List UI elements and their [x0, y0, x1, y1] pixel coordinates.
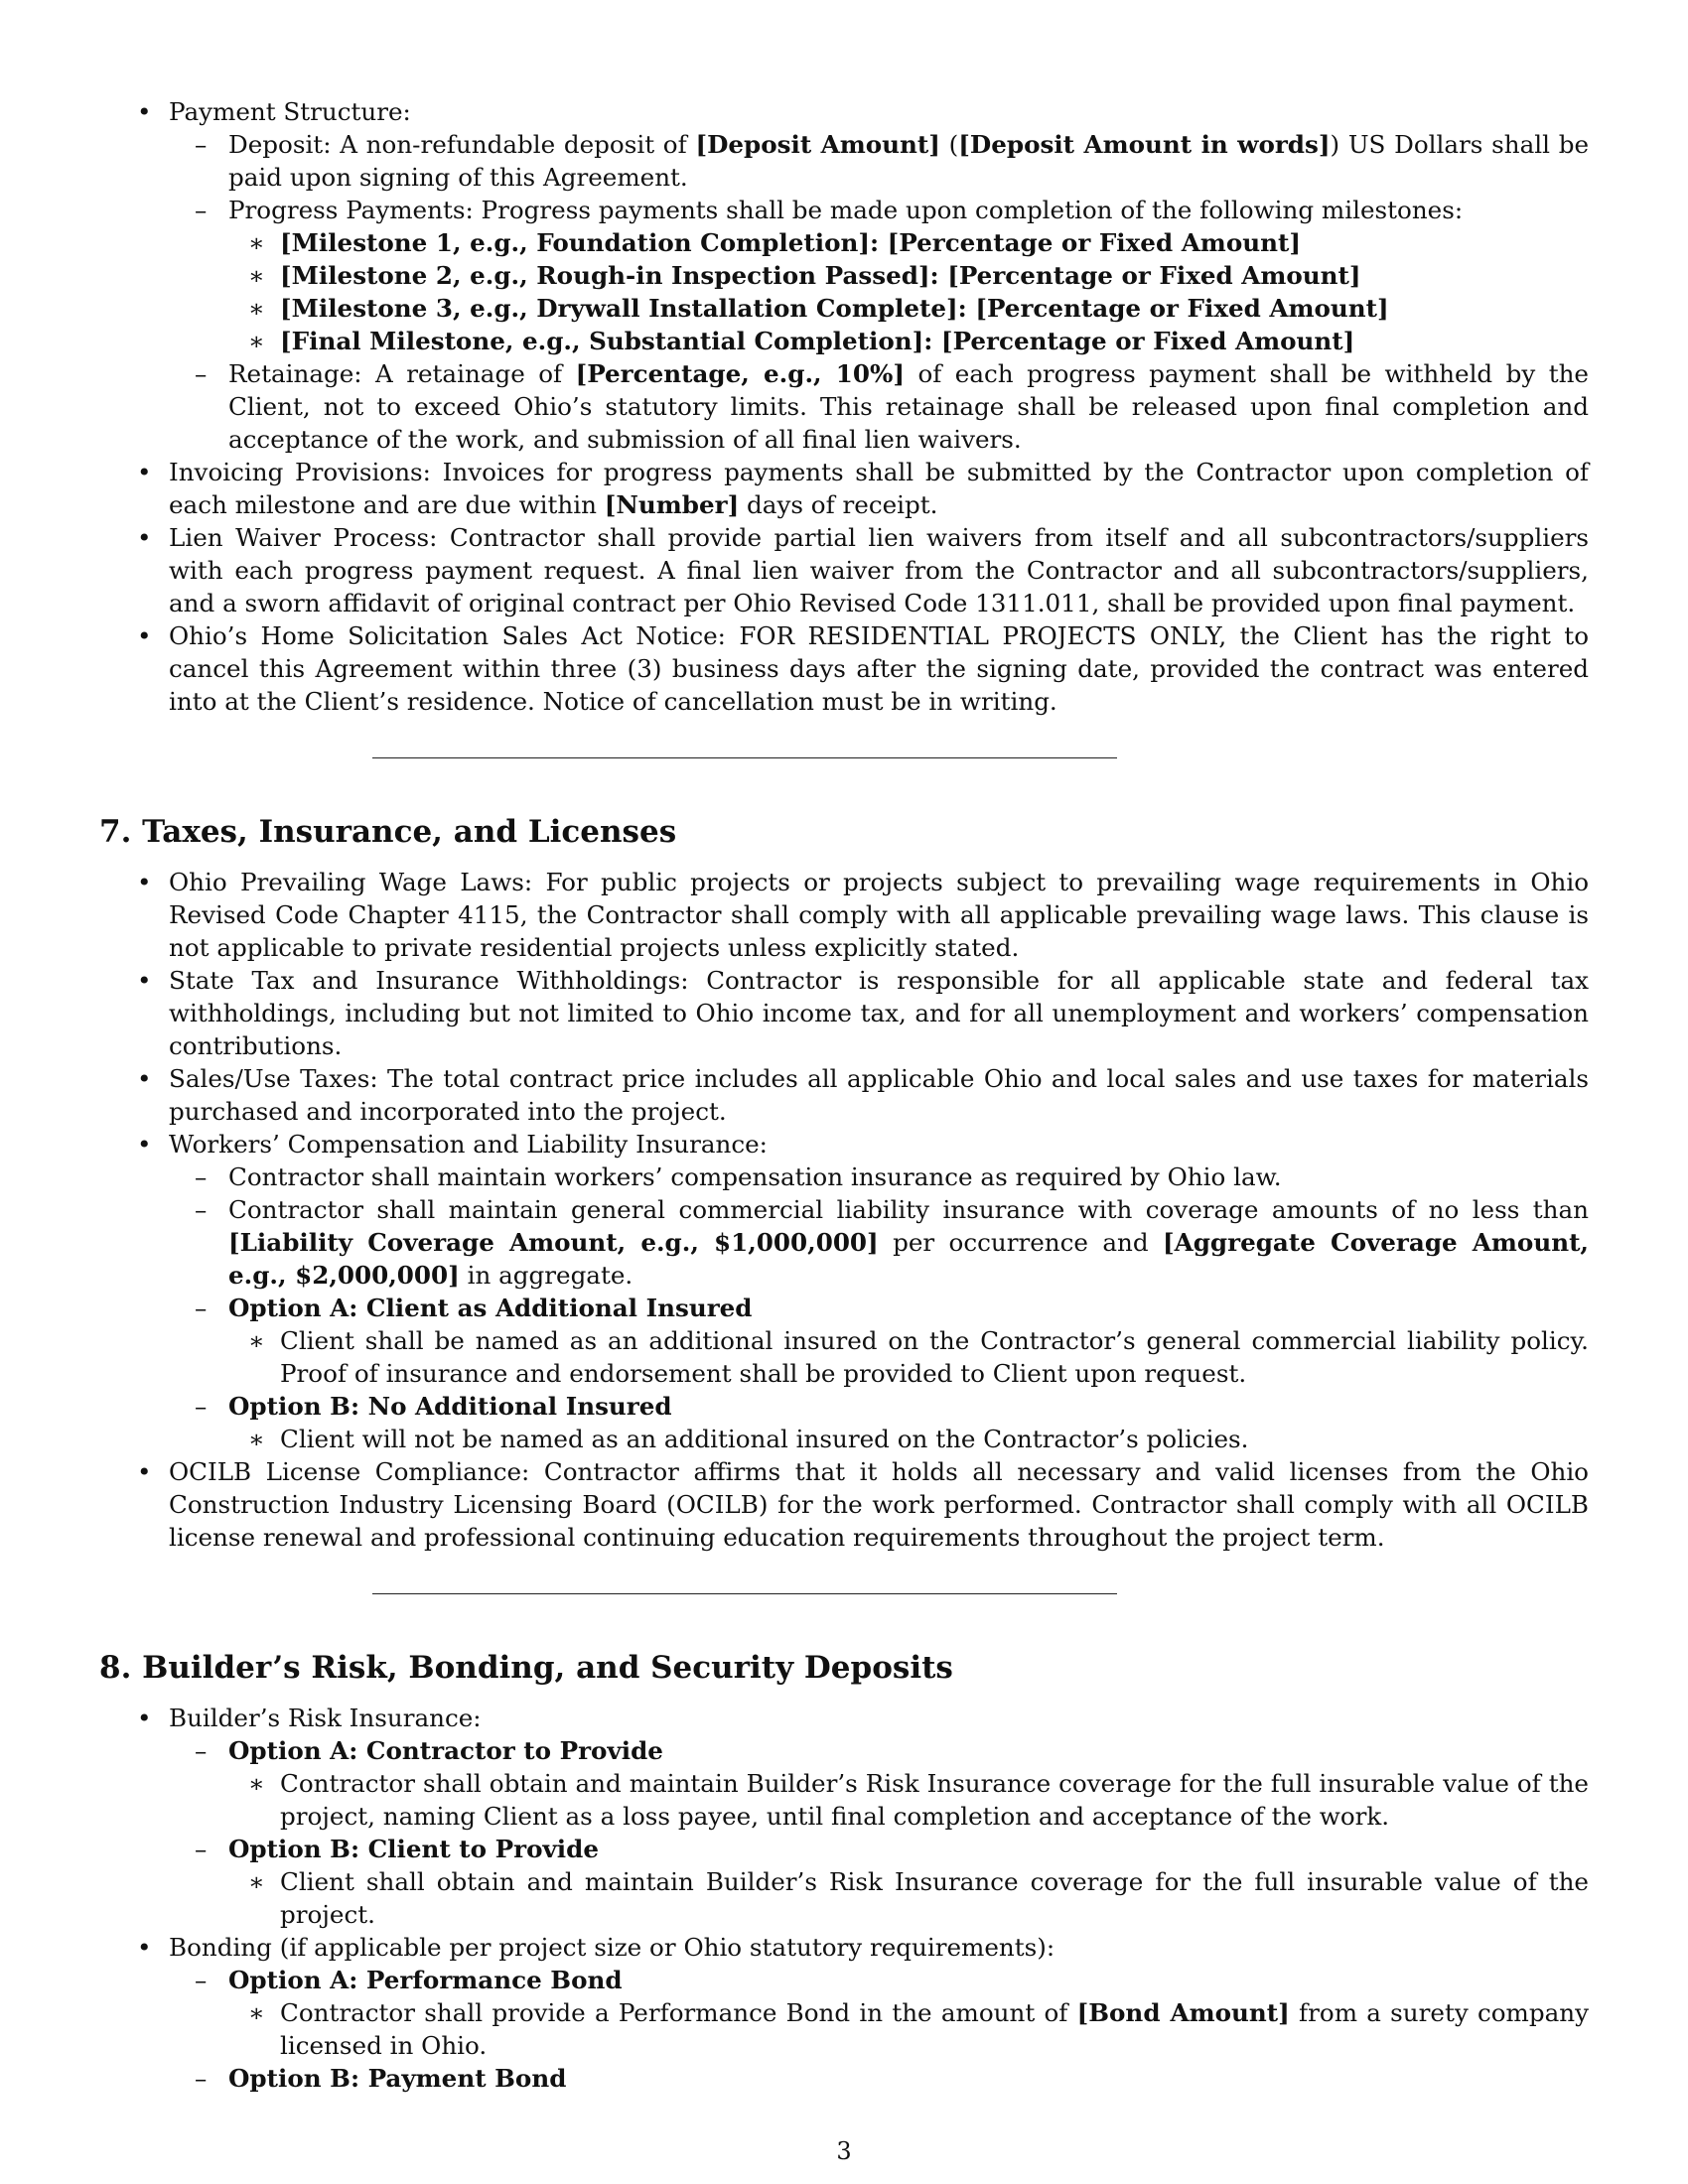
retainage-percentage-placeholder: [Percentage, e.g., 10%]	[575, 359, 905, 388]
list-item	[99, 1865, 1589, 1931]
retainage-text: Retainage: A retainage of [Percentage, e.g., 10%] of each progress payment shall be withheld by the Client, not to exceed Ohio’s statutory limits. This retainage shall be released upon final completion and acceptance of the work, and submission of all final lien waivers.	[228, 359, 1589, 454]
list-item	[99, 1996, 1589, 2062]
star-marker: ∗	[248, 1998, 265, 2027]
workers-comp-label: Workers’ Compensation and Liability Insurance:	[169, 1130, 768, 1159]
list-item	[99, 1455, 1589, 1554]
liability-text: Contractor shall maintain general commercial liability insurance with coverage amounts of no less than [Liability Coverage Amount, e.g., $1,000,000] per occurrence and [Aggregate Coverage Amount, e.g., $2,000,000] in aggregate.	[228, 1195, 1589, 1290]
dash-marker: –	[195, 1294, 208, 1322]
star-marker: ∗	[248, 327, 265, 355]
section-7-heading: 7. Taxes, Insurance, and Licenses	[99, 814, 677, 850]
list-item	[99, 1128, 1589, 1160]
option-a-heading: Option A: Client as Additional Insured	[228, 1294, 753, 1322]
dash-marker: –	[195, 1736, 208, 1765]
bonding-label: Bonding (if applicable per project size or Ohio statutory requirements):	[169, 1933, 1055, 1962]
page-number: 3	[836, 2137, 852, 2165]
list-item	[99, 866, 1589, 964]
star-marker: ∗	[248, 228, 265, 257]
list-item	[99, 357, 1589, 456]
dash-marker: –	[195, 1195, 208, 1224]
bond-amount-placeholder: [Bond Amount]	[1076, 1998, 1290, 2027]
document-page	[99, 95, 1589, 2095]
milestone-text: [Final Milestone, e.g., Substantial Completion]: [Percentage or Fixed Amount]	[280, 327, 1355, 355]
list-item	[99, 456, 1589, 521]
withholdings-text: State Tax and Insurance Withholdings: Contractor is responsible for all applicable state and federal tax withholdings, including but not limited to Ohio income tax, and for all unemployment and workers’ compensation contributions.	[169, 966, 1589, 1060]
bullet-marker: •	[137, 458, 152, 486]
list-item	[99, 521, 1589, 619]
section-divider	[372, 757, 1117, 758]
bullet-marker: •	[137, 1933, 152, 1962]
dash-marker: –	[195, 2064, 208, 2093]
deposit-words-placeholder: [Deposit Amount in words]	[958, 130, 1331, 159]
milestone-item	[99, 292, 1589, 325]
list-item	[99, 1767, 1589, 1833]
bullet-marker: •	[137, 868, 152, 896]
option-a-heading: Option A: Contractor to Provide	[228, 1736, 663, 1765]
star-marker: ∗	[248, 261, 265, 290]
star-marker: ∗	[248, 1769, 265, 1798]
milestone-text: [Milestone 1, e.g., Foundation Completion]: [Percentage or Fixed Amount]	[280, 228, 1301, 257]
deposit-amount-placeholder: [Deposit Amount]	[695, 130, 940, 159]
bullet-marker: •	[137, 523, 152, 552]
option-a-text: Contractor shall obtain and maintain Builder’s Risk Insurance coverage for the full insurable value of the project, naming Client as a loss payee, until final completion and acceptance of the work.	[280, 1769, 1589, 1831]
liability-amount-placeholder: [Liability Coverage Amount, e.g., $1,000,000]	[228, 1228, 879, 1257]
list-item	[99, 1324, 1589, 1390]
option-b-text: Client shall obtain and maintain Builder’s Risk Insurance coverage for the full insurable value of the project.	[280, 1867, 1589, 1929]
list-item	[99, 1292, 1589, 1324]
builders-risk-label: Builder’s Risk Insurance:	[169, 1704, 482, 1732]
bullet-marker: •	[137, 1064, 152, 1093]
star-marker: ∗	[248, 1326, 265, 1355]
sales-use-text: Sales/Use Taxes: The total contract price includes all applicable Ohio and local sales and use taxes for materials purchased and incorporated into the project.	[169, 1064, 1589, 1126]
milestone-text: [Milestone 2, e.g., Rough-in Inspection Passed]: [Percentage or Fixed Amount]	[280, 261, 1361, 290]
star-marker: ∗	[248, 294, 265, 323]
list-item	[99, 619, 1589, 718]
bullet-marker: •	[137, 1704, 152, 1732]
bullet-marker: •	[137, 1130, 152, 1159]
list-item	[99, 128, 1589, 194]
performance-bond-heading: Option A: Performance Bond	[228, 1966, 623, 1994]
home-solicitation-text: Ohio’s Home Solicitation Sales Act Notice: FOR RESIDENTIAL PROJECTS ONLY, the Client has the right to cancel this Agreement within three (3) business days after the signing date, provided the contract was entered into at the Client’s residence. Notice of cancellation must be in writing.	[169, 621, 1589, 716]
option-b-heading: Option B: Client to Provide	[228, 1835, 599, 1863]
bullet-marker: •	[137, 621, 152, 650]
dash-marker: –	[195, 1966, 208, 1994]
milestone-item	[99, 325, 1589, 357]
dash-marker: –	[195, 359, 208, 388]
list-item	[99, 1734, 1589, 1767]
star-marker: ∗	[248, 1425, 265, 1453]
ocilb-text: OCILB License Compliance: Contractor affirms that it holds all necessary and valid licenses from the Ohio Construction Industry Licensing Board (OCILB) for the work performed. Contractor shall comply with all OCILB license renewal and professional continuing education requirements throughout the project term.	[169, 1457, 1589, 1552]
section-divider	[372, 1593, 1117, 1594]
list-item	[99, 1423, 1589, 1455]
deposit-text: Deposit: A non-refundable deposit of [Deposit Amount] ([Deposit Amount in words]) US Dollars shall be paid upon signing of this Agreement.	[228, 130, 1590, 192]
milestone-text: [Milestone 3, e.g., Drywall Installation Complete]: [Percentage or Fixed Amount]	[280, 294, 1389, 323]
prevailing-wage-text: Ohio Prevailing Wage Laws: For public projects or projects subject to prevailing wage requirements in Ohio Revised Code Chapter 4115, the Contractor shall comply with all applicable prevailing wage laws. This clause is not applicable to private residential projects unless explicitly stated.	[169, 868, 1589, 962]
dash-marker: –	[195, 1162, 208, 1191]
performance-bond-text: Contractor shall provide a Performance Bond in the amount of [Bond Amount] from a surety company licensed in Ohio.	[280, 1998, 1590, 2060]
milestone-item	[99, 259, 1589, 292]
option-a-text: Client shall be named as an additional insured on the Contractor’s general commercial liability policy. Proof of insurance and endorsement shall be provided to Client upon request.	[280, 1326, 1589, 1388]
milestone-item	[99, 226, 1589, 259]
list-item	[99, 1931, 1589, 1964]
list-item	[99, 1160, 1589, 1193]
option-b-text: Client will not be named as an additional insured on the Contractor’s policies.	[280, 1425, 1249, 1453]
list-item	[99, 1062, 1589, 1128]
list-item	[99, 2062, 1589, 2095]
option-b-heading: Option B: No Additional Insured	[228, 1392, 672, 1421]
dash-marker: –	[195, 196, 208, 224]
workers-comp-text: Contractor shall maintain workers’ compensation insurance as required by Ohio law.	[228, 1162, 1282, 1191]
lien-waiver-text: Lien Waiver Process: Contractor shall provide partial lien waivers from itself and all subcontractors/suppliers with each progress payment request. A final lien waiver from the Contractor and all subcontractors/suppliers, and a sworn affidavit of original contract per Ohio Revised Code 1311.011, shall be provided upon final payment.	[169, 523, 1589, 617]
dash-marker: –	[195, 1392, 208, 1421]
payment-structure-label: Payment Structure:	[169, 97, 411, 126]
list-item	[99, 95, 1589, 128]
bullet-marker: •	[137, 966, 152, 995]
list-item	[99, 1193, 1589, 1292]
bullet-marker: •	[137, 1457, 152, 1486]
list-item	[99, 1833, 1589, 1865]
invoicing-text: Invoicing Provisions: Invoices for progress payments shall be submitted by the Contractor upon completion of each milestone and are due within [Number] days of receipt.	[169, 458, 1589, 519]
list-item	[99, 194, 1589, 226]
list-item	[99, 1964, 1589, 1996]
dash-marker: –	[195, 130, 208, 159]
list-item	[99, 964, 1589, 1062]
payment-bond-heading: Option B: Payment Bond	[228, 2064, 567, 2093]
aggregate-amount-placeholder: [Aggregate Coverage Amount, e.g., $2,000,000]	[228, 1228, 1589, 1290]
section-8-heading: 8. Builder’s Risk, Bonding, and Security Deposits	[99, 1650, 953, 1686]
list-item	[99, 1390, 1589, 1423]
dash-marker: –	[195, 1835, 208, 1863]
number-placeholder: [Number]	[604, 490, 740, 519]
star-marker: ∗	[248, 1867, 265, 1896]
list-item	[99, 1702, 1589, 1734]
bullet-marker: •	[137, 97, 152, 126]
progress-payments-text: Progress Payments: Progress payments shall be made upon completion of the following milestones:	[228, 196, 1464, 224]
